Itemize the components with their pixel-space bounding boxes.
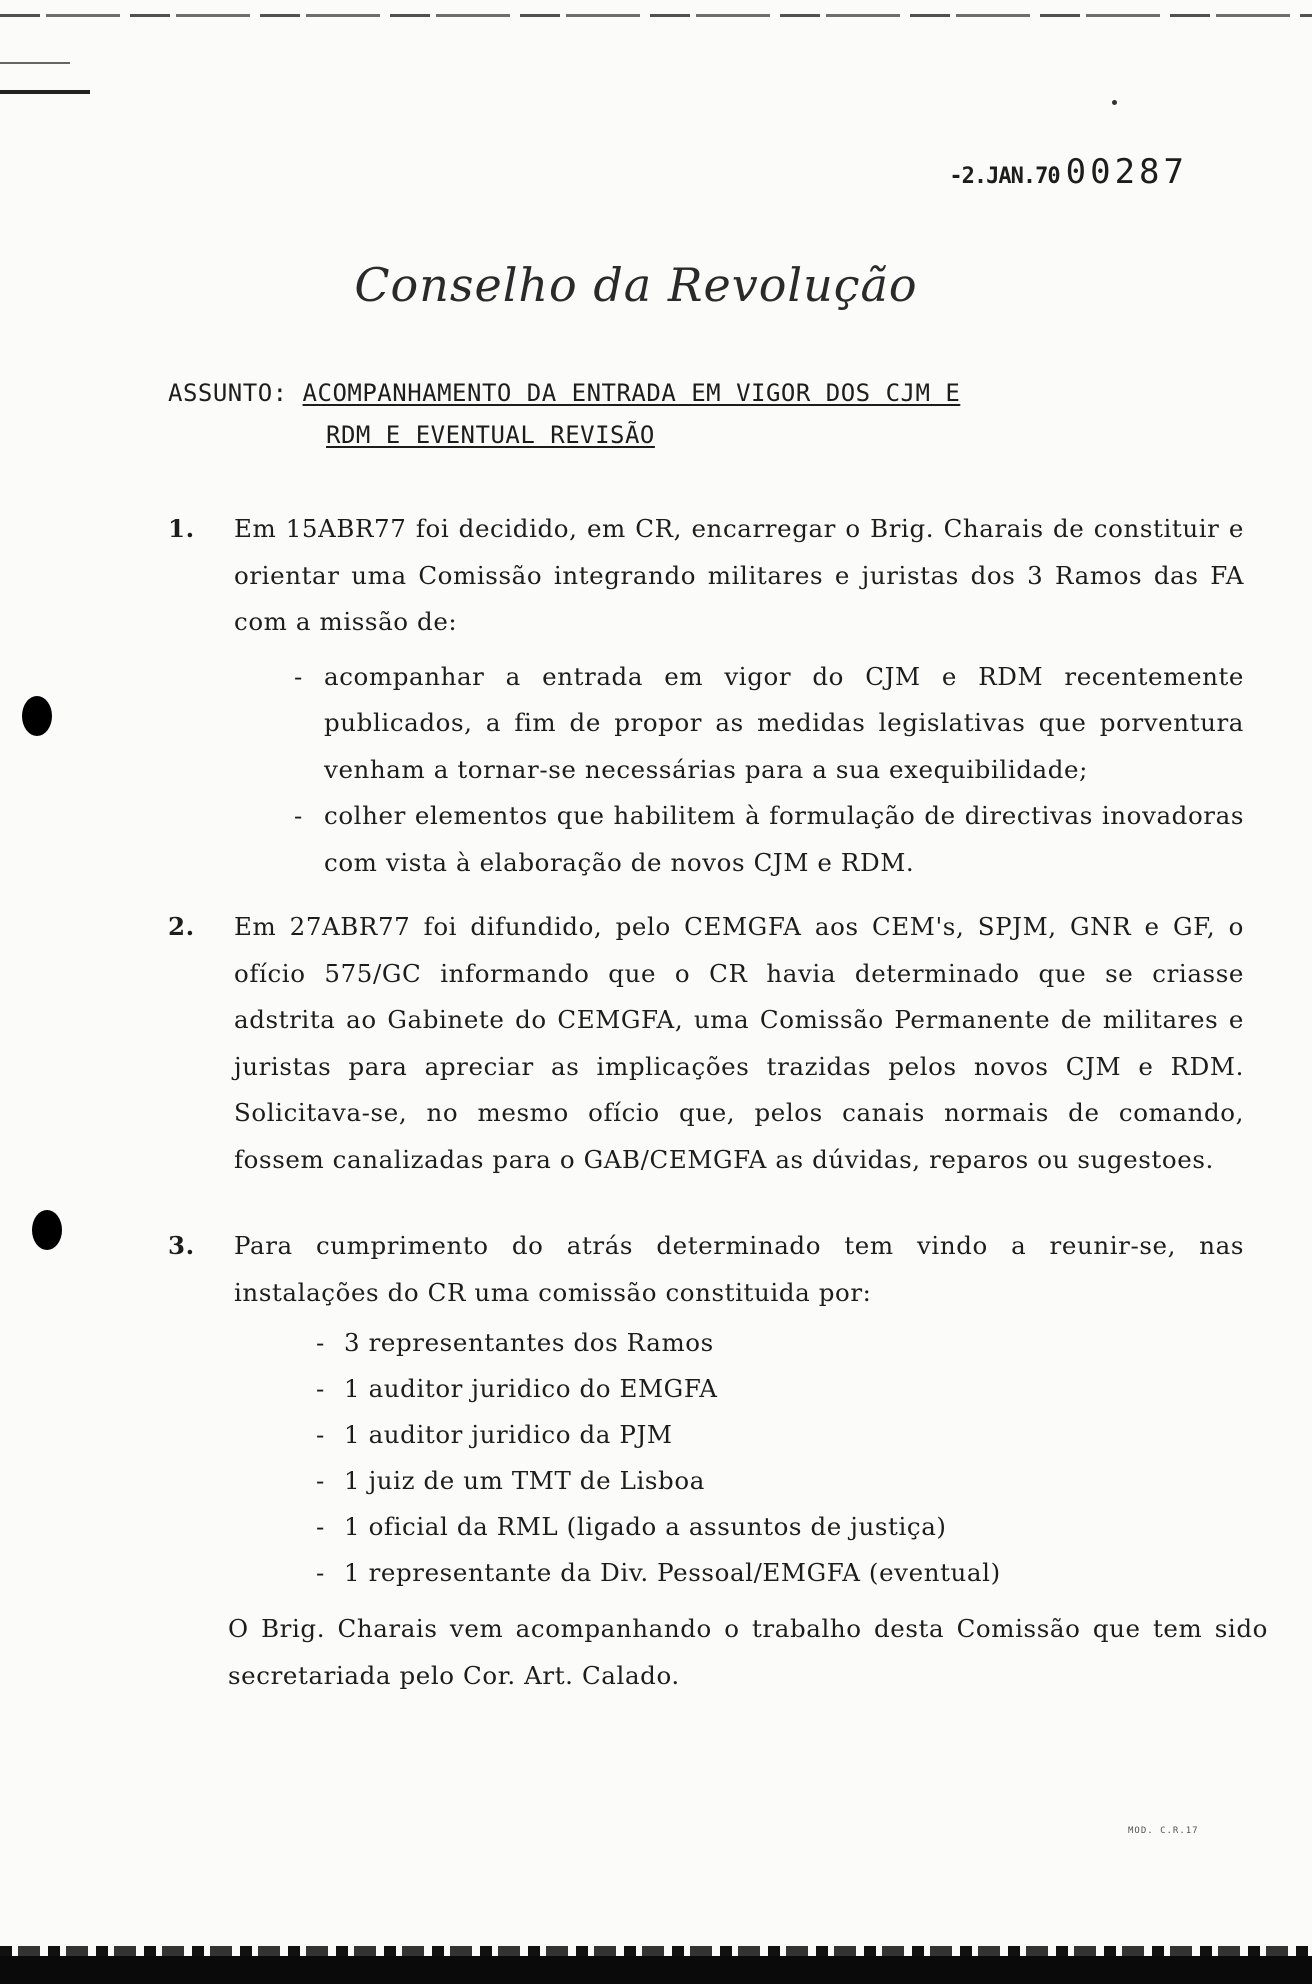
paragraph-text: Em 27ABR77 foi difundido, pelo CEMGFA aos CEM's, SPJM, GNR e GF, o ofício 575/GC informando que o CR havia determinado que se criasse adstrita ao Gabinete do CEMGFA, uma Comissão Permanente de militares e juristas para apreciar as implicações trazidas pelos novos CJM e RDM. Solicitava-se, no mesmo ofício que, pelos canais normais de comando, fossem canalizadas para o GAB/CEMGFA as dúvidas, reparos ou sugestoes.	[234, 912, 1244, 1174]
list-item-text: 1 auditor juridico da PJM	[344, 1420, 673, 1449]
list-item-text: 3 representantes dos Ramos	[344, 1328, 714, 1357]
mission-list	[234, 654, 1244, 887]
paragraph-2	[168, 904, 1248, 1183]
scan-dot	[1112, 100, 1117, 105]
paragraph-number: 2.	[168, 912, 195, 941]
paragraph-1	[168, 506, 1248, 886]
bullet-dash: -	[316, 1328, 325, 1357]
subject-block	[168, 372, 1208, 456]
bullet-dash: -	[294, 661, 303, 691]
list-item	[234, 1550, 1244, 1596]
list-item	[234, 1320, 1244, 1366]
list-item-text: 1 juiz de um TMT de Lisboa	[344, 1466, 705, 1495]
commission-members-list	[234, 1320, 1244, 1596]
paragraph-3	[168, 1223, 1248, 1596]
list-item	[234, 1366, 1244, 1412]
scan-bottom-band	[0, 1956, 1312, 1984]
list-item-text: colher elementos que habilitem à formulação de directivas inovadoras com vista à elaboração de novos CJM e RDM.	[324, 801, 1244, 877]
list-item-text: 1 representante da Div. Pessoal/EMGFA (eventual)	[344, 1558, 1001, 1587]
list-item	[234, 1504, 1244, 1550]
paragraph-text: Em 15ABR77 foi decidido, em CR, encarregar o Brig. Charais de constituir e orientar uma Comissão integrando militares e juristas dos 3 Ramos das FA com a missão de:	[234, 514, 1244, 636]
scan-corner-bar	[0, 90, 90, 94]
bullet-dash: -	[316, 1466, 325, 1495]
bullet-dash: -	[316, 1420, 325, 1449]
binder-hole	[32, 1210, 62, 1250]
list-item	[234, 654, 1244, 794]
bullet-dash: -	[316, 1374, 325, 1403]
bullet-dash: -	[316, 1558, 325, 1587]
list-item	[234, 1458, 1244, 1504]
scan-corner-mark	[0, 62, 70, 64]
closing-paragraph: O Brig. Charais vem acompanhando o trabalho desta Comissão que tem sido secretariada pelo Cor. Art. Calado.	[228, 1614, 1268, 1690]
bullet-dash: -	[294, 801, 303, 830]
registry-stamp	[949, 152, 1188, 192]
paragraph-text: Para cumprimento do atrás determinado tem vindo a reunir-se, nas instalações do CR uma comissão constituida por:	[234, 1231, 1244, 1307]
form-code: MOD. C.R.17	[1128, 1826, 1199, 1836]
list-item-text: 1 oficial da RML (ligado a assuntos de justiça)	[344, 1512, 947, 1541]
list-item-text: acompanhar a entrada em vigor do CJM e RDM recentemente publicados, a fim de propor as medidas legislativas que porventura venham a tornar-se necessárias para a sua exequibilidade;	[324, 661, 1244, 784]
subject-label: ASSUNTO:	[168, 379, 288, 407]
list-item-text: 1 auditor juridico do EMGFA	[344, 1374, 718, 1403]
list-item	[234, 793, 1244, 886]
paragraph-number: 3.	[168, 1231, 195, 1260]
bullet-dash: -	[316, 1512, 325, 1541]
subject-line-1: ACOMPANHAMENTO DA ENTRADA EM VIGOR DOS CJM E	[302, 379, 961, 407]
binder-hole	[22, 696, 52, 736]
paragraph-number: 1.	[168, 514, 195, 543]
council-title: Conselho da Revolução	[354, 258, 918, 312]
list-item	[234, 1412, 1244, 1458]
stamp-number: 00287	[1065, 152, 1188, 192]
stamp-date: -2.JAN.70	[949, 164, 1060, 189]
scan-top-rule	[0, 14, 1312, 17]
subject-line-2: RDM E EVENTUAL REVISÃO	[326, 421, 655, 449]
document-body	[168, 506, 1268, 1699]
